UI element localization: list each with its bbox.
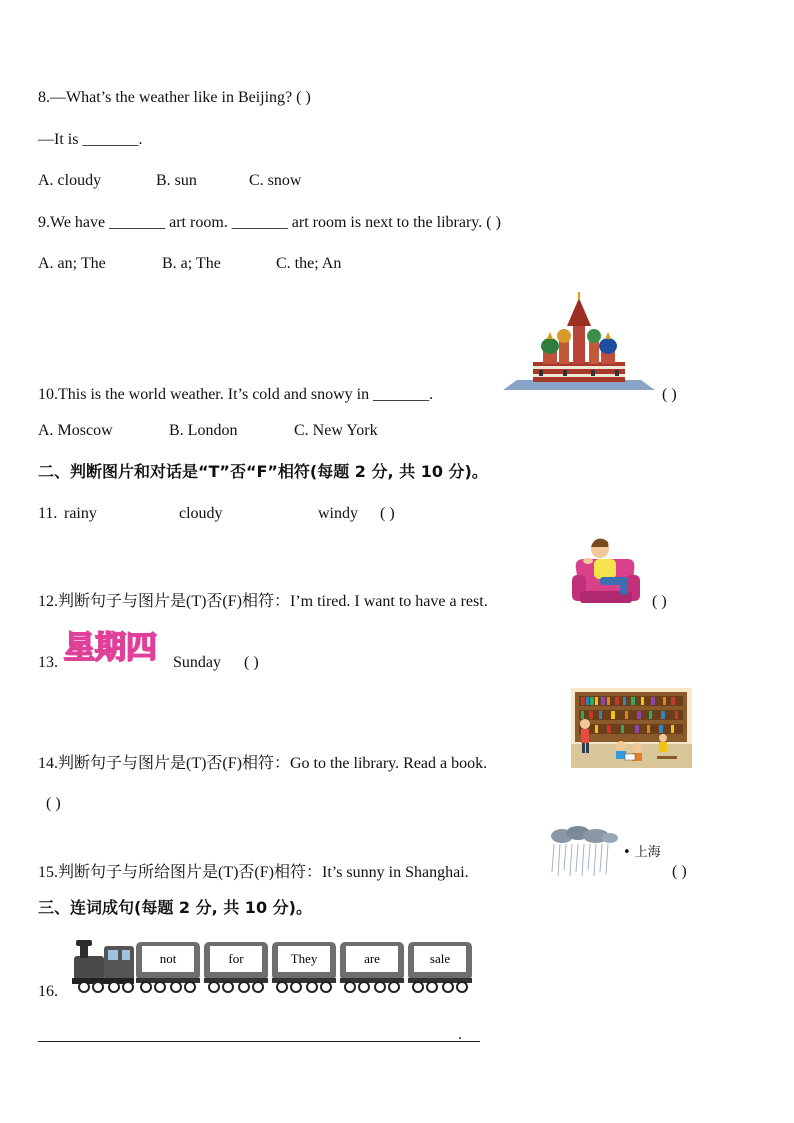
train-word-1: not <box>159 951 177 966</box>
q9-options <box>38 254 341 274</box>
section-3-heading: 三、连词成句(每题 2 分, 共 10 分)。 <box>38 898 312 917</box>
tired-person-armchair-image <box>570 535 642 612</box>
q11-word-windy: windy <box>318 505 358 522</box>
thursday-chinese-image <box>62 624 168 671</box>
q9-option-a: A. an; The <box>38 255 106 272</box>
train-wagon-4 <box>340 942 404 992</box>
q10-question: 10.This is the world weather. It’s cold and snowy in _______. <box>38 386 434 403</box>
q8-options <box>38 171 301 191</box>
train-word-5: sale <box>429 951 451 966</box>
q12-answer-paren: ( ) <box>652 593 667 610</box>
train-wagon-1 <box>136 942 200 992</box>
q11-number: 11. <box>38 505 58 522</box>
q10-option-a: A. Moscow <box>38 422 113 439</box>
train-word-3: They <box>290 951 318 966</box>
q13-number: 13. <box>38 654 58 671</box>
q16-period: . <box>458 1026 462 1043</box>
train-wagon-3 <box>272 942 336 992</box>
q8-option-c: C. snow <box>249 172 302 189</box>
q14-question: 14.判断句子与图片是(T)否(F)相符：Go to the library. Read a book. <box>38 755 488 772</box>
q12-question: 12.判断句子与图片是(T)否(F)相符：I’m tired. I want to have a rest. <box>38 593 488 610</box>
q13-word: Sunday <box>173 654 221 671</box>
train-word-2: for <box>228 951 244 966</box>
q10-options <box>38 421 378 441</box>
q11-word-rainy: rainy <box>64 505 97 522</box>
thursday-chinese-text: 星期四 <box>64 630 157 666</box>
q9-option-c: C. the; An <box>276 255 342 272</box>
q8-answer-line: —It is _______. <box>38 131 143 148</box>
q11-word-cloudy: cloudy <box>179 505 223 522</box>
train-wagon-5 <box>408 942 472 992</box>
q9-question: 9.We have _______ art room. _______ art room is next to the library. ( ) <box>38 214 501 231</box>
q10-option-b: B. London <box>169 422 238 439</box>
library-image <box>571 688 692 773</box>
train-word-4: are <box>364 951 380 966</box>
q14-answer-paren: ( ) <box>46 795 61 812</box>
q11-answer-paren: ( ) <box>380 505 395 522</box>
q11-row <box>38 504 395 524</box>
q15-answer-paren: ( ) <box>672 863 687 880</box>
word-train-image <box>70 938 474 1001</box>
rain-cloud-image <box>548 826 618 883</box>
q16-number: 16. <box>38 983 58 1000</box>
q10-answer-paren: ( ) <box>662 386 677 403</box>
moscow-cathedral-image <box>503 292 655 397</box>
q13-answer-paren: ( ) <box>244 654 259 671</box>
shanghai-label: • 上海 <box>623 845 661 860</box>
q16-answer-line[interactable] <box>38 1041 480 1042</box>
q10-option-c: C. New York <box>294 422 378 439</box>
train-wagon-2 <box>204 942 268 992</box>
q8-option-a: A. cloudy <box>38 172 102 189</box>
q9-option-b: B. a; The <box>162 255 221 272</box>
q15-question: 15.判断句子与所给图片是(T)否(F)相符：It’s sunny in Shanghai. <box>38 864 469 881</box>
q8-option-b: B. sun <box>156 172 197 189</box>
q8-question: 8.—What’s the weather like in Beijing? ( ) <box>38 89 311 106</box>
section-2-heading: 二、判断图片和对话是“T”否“F”相符(每题 2 分, 共 10 分)。 <box>38 462 488 481</box>
